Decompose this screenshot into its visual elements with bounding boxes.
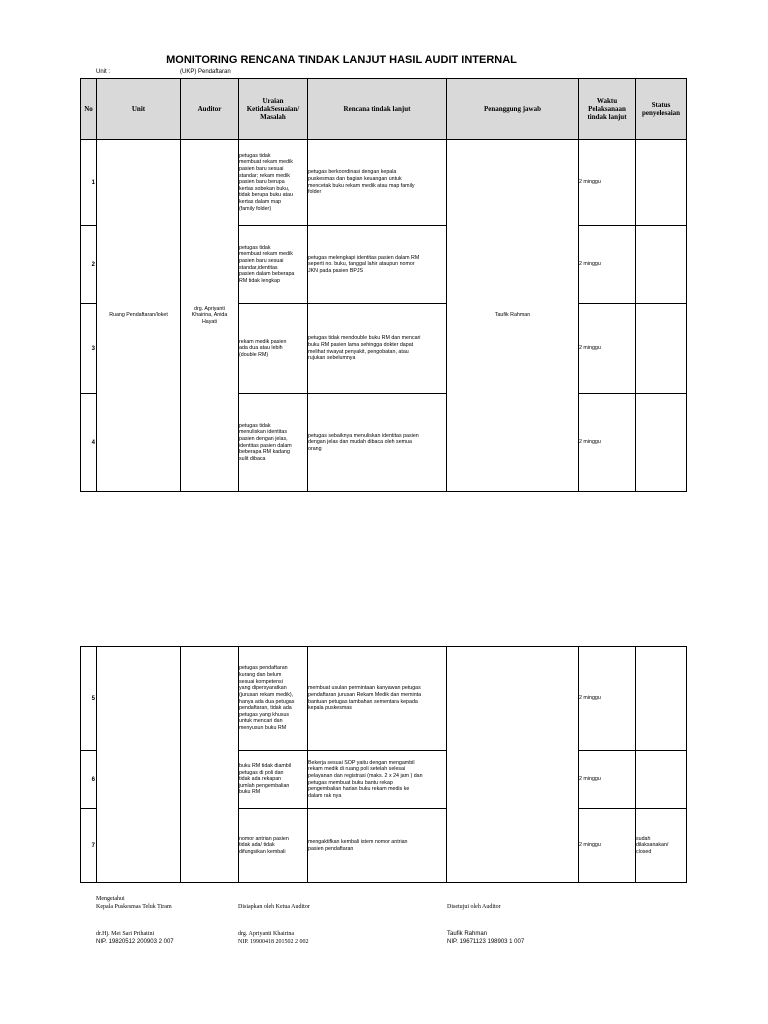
status-cell [636, 226, 687, 304]
rencana-cell: petugas sebaiknya menuliskan identitas pasien dengan jelas dan mudah dibaca oleh semua orang [308, 394, 447, 492]
sig-left-line1: Mengetahui [96, 896, 125, 902]
auditor-cell [181, 647, 239, 883]
signature-right [447, 904, 501, 912]
status-cell [636, 304, 687, 394]
header-status: Status penyelesaian [636, 79, 687, 140]
uraian-cell: buku RM tidak diambil petugas di poli dan tidak ada rekapan jumlah pengembalian buku RM [239, 751, 308, 809]
sig-mid-line: Disiapkan oleh Ketua Auditor [238, 904, 310, 910]
row-number: 1 [81, 140, 97, 226]
uraian-cell: petugas pendaftaran kurang dan belum sesuai kompetensi yang dipersyaratkan (jurusan rekam medik), hanya ada dua petugas pendaftaran, tidak ada petugas yang khusus untuk mencari dan menyusun buku RM [239, 647, 308, 751]
penanggung-jawab-cell [447, 647, 579, 883]
waktu-cell: 2 minggu [579, 751, 636, 809]
status-cell: sudah dilaksanakan/ closed [636, 809, 687, 883]
signature-right-name [447, 931, 524, 947]
uraian-cell: rekam medik pasien ada dua atau lebih (double RM) [239, 304, 308, 394]
waktu-cell: 2 minggu [579, 226, 636, 304]
rencana-cell: mengaktifkan kembali istem nomor antrian pasien pendaftaran [308, 809, 447, 883]
waktu-cell: 2 minggu [579, 304, 636, 394]
sig-right-line: Disetujui oleh Auditor [447, 904, 501, 910]
row-number: 3 [81, 304, 97, 394]
row-number: 5 [81, 647, 97, 751]
sig-left-name: dr.Hj. Mei Sari Prihatini [96, 931, 155, 937]
sig-right-name: Taufik Rahman [447, 931, 488, 937]
signature-middle [238, 904, 310, 912]
header-waktu: Waktu Pelaksanaan tindak lanjut [579, 79, 636, 140]
penanggung-jawab-cell: Taufik Rahman [447, 140, 579, 492]
row-number: 4 [81, 394, 97, 492]
sig-right-nip: NIP. 19671123 198903 1 007 [447, 938, 525, 945]
unit-cell: Ruang Pendaftaran/loket [97, 140, 181, 492]
header-rencana: Rencana tindak lanjut [308, 79, 447, 140]
uraian-cell: petugas tidak membuat rekam medik pasien baru sesuai standar,identitas pasien dalam beberapa RM tidak lengkap [239, 226, 308, 304]
rencana-cell: petugas tidak mendouble buku RM dan mencari buku RM pasien lama sehingga dokter dapat melihat riwayat penyakit, pengobatan, atau rujukan sebelumnya [308, 304, 447, 394]
status-cell [636, 751, 687, 809]
sig-mid-nip: NIP. 19900418 201502 2 002 [238, 938, 309, 945]
sig-left-nip: NIP. 19820512 200903 2 007 [96, 938, 174, 945]
status-cell [636, 394, 687, 492]
unit-cell [97, 647, 181, 883]
audit-table-part1 [80, 78, 687, 492]
unit-label: Unit : [96, 69, 111, 75]
waktu-cell: 2 minggu [579, 647, 636, 751]
header-auditor: Auditor [181, 79, 239, 140]
audit-table-part2 [80, 646, 687, 883]
header-row [81, 79, 687, 140]
header-unit: Unit [97, 79, 181, 140]
auditor-cell: drg. Apriyanti Khairina, Anida Hayati [181, 140, 239, 492]
row-number: 2 [81, 226, 97, 304]
signature-left-name [96, 931, 174, 947]
signature-left [96, 896, 172, 912]
uraian-cell: petugas tidak membuat rekam medik pasien baru sesuai standar; rekam medik pasien baru berupa kertas sobekan buku, tidak berupa buku atau kertas dalam map (family folder) [239, 140, 308, 226]
table-row [81, 140, 687, 226]
header-penanggung-jawab: Penanggung jawab [447, 79, 579, 140]
sig-left-line2: Kepala Puskesmas Teluk Tiram [96, 903, 172, 910]
uraian-cell: petugas tidak menuliskan identitas pasien dengan jelas, identitas pasien dalam beberapa RM kadang sulit dibaca [239, 394, 308, 492]
rencana-cell: Bekerja sesuai SOP yaitu dengan mengambil rekam medik di ruang poli setelah selesai pelayanan dan registrasi (maks. 2 x 24 jam ) dan petugas membuat buku bantu rekap pengembalian harian buku rekam medis ke dalam rak nya [308, 751, 447, 809]
status-cell [636, 647, 687, 751]
waktu-cell: 2 minggu [579, 809, 636, 883]
status-cell [636, 140, 687, 226]
row-number: 6 [81, 751, 97, 809]
header-no: No [81, 79, 97, 140]
signature-middle-name [238, 931, 309, 947]
row-number: 7 [81, 809, 97, 883]
sig-mid-name: drg. Apriyanti Khairina [238, 931, 295, 937]
uraian-cell: nomor antrian pasien tidak ada/ tidak difungsikan kembali [239, 809, 308, 883]
header-uraian: Uraian KetidakSesuaian/ Masalah [239, 79, 308, 140]
waktu-cell: 2 minggu [579, 140, 636, 226]
rencana-cell: membuat usulan permintaan kanyawan petugas pendaftaran jurusan Rekam Medik dan meminta bantuan petugas tambahan sementara kepada kepala puskesmas [308, 647, 447, 751]
unit-value: (UKP) Pendaftaran [180, 69, 231, 75]
table-row [81, 647, 687, 751]
rencana-cell: petugas melengkapi identitas pasien dalam RM seperti no. buku, tanggal lahir ataupun nomor JKN pada pasien BPJS [308, 226, 447, 304]
rencana-cell: petugas berkoordinasi dengan kepala puskesmas dan bagian keuangan untuk mencetak buku rekam medik atau map family folder [308, 140, 447, 226]
waktu-cell: 2 minggu [579, 394, 636, 492]
document-title: MONITORING RENCANA TINDAK LANJUT HASIL AUDIT INTERNAL [166, 54, 517, 66]
